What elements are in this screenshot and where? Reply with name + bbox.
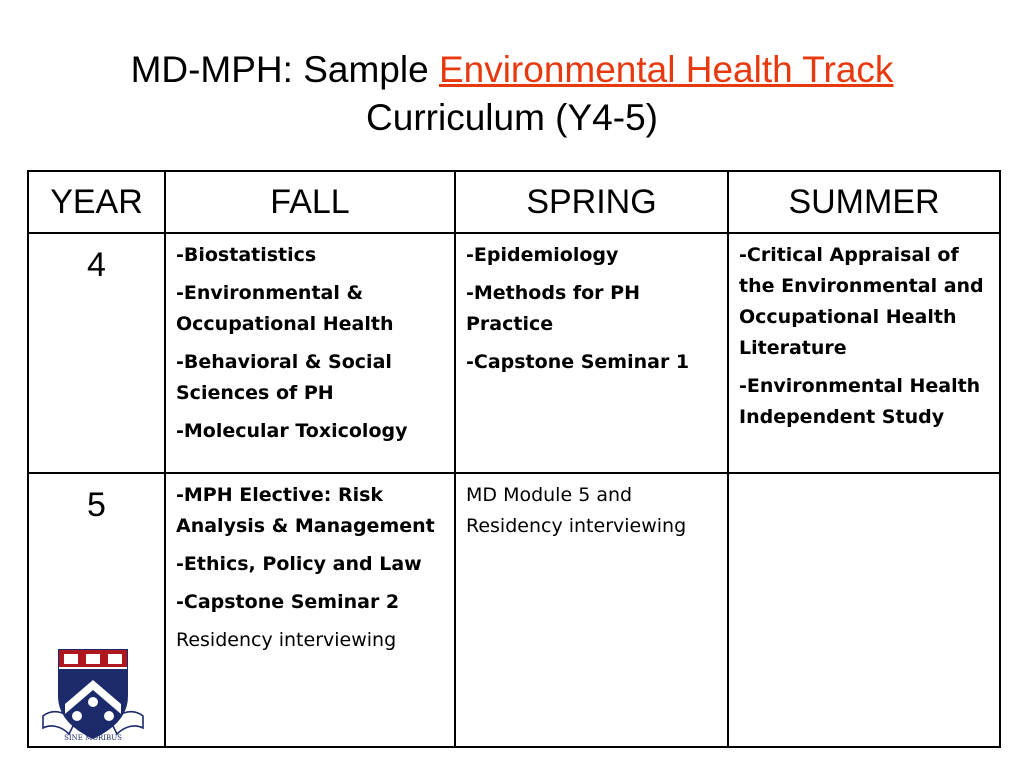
- course-item: -Epidemiology: [466, 244, 619, 266]
- year-value: 5: [87, 486, 106, 524]
- course-item: -Behavioral & Social Sciences of PH: [176, 351, 392, 404]
- course-item: -Methods for PH Practice: [466, 282, 640, 335]
- fall-note: Residency interviewing: [176, 629, 397, 651]
- slide-title: [0, 46, 1024, 142]
- course-item: -Environmental & Occupational Health: [176, 282, 394, 335]
- title-line-2: Curriculum (Y4-5): [366, 97, 658, 138]
- course-item: -MPH Elective: Risk Analysis & Management: [176, 484, 435, 537]
- title-line-1: [0, 46, 1024, 94]
- title-prefix: MD-MPH: Sample: [130, 49, 439, 90]
- spring-cell: [455, 473, 728, 747]
- header-year: YEAR: [28, 171, 165, 233]
- fall-cell: [165, 233, 455, 473]
- course-item: -Environmental Health Independent Study: [739, 375, 981, 428]
- spring-cell: [455, 233, 728, 473]
- header-row: [28, 171, 1000, 233]
- title-highlight-link[interactable]: Environmental Health Track: [438, 49, 894, 90]
- university-shield-crest-icon: [37, 646, 149, 742]
- fall-cell: [165, 473, 455, 747]
- summer-cell-empty: [728, 473, 1000, 747]
- crest-motto: SINE MORIBUS: [64, 734, 122, 742]
- header-fall: FALL: [165, 171, 455, 233]
- course-item: -Capstone Seminar 2: [176, 591, 400, 613]
- table-row: [28, 473, 1000, 747]
- course-item: -Biostatistics: [176, 244, 317, 266]
- year-cell: [28, 473, 165, 747]
- year-cell: 4: [28, 233, 165, 473]
- summer-cell: [728, 233, 1000, 473]
- course-item: -Ethics, Policy and Law: [176, 553, 422, 575]
- course-item: -Molecular Toxicology: [176, 420, 408, 442]
- header-summer: SUMMER: [728, 171, 1000, 233]
- spring-note: MD Module 5 and Residency interviewing: [466, 484, 687, 537]
- course-item: -Capstone Seminar 1: [466, 351, 690, 373]
- header-spring: SPRING: [455, 171, 728, 233]
- course-item: -Critical Appraisal of the Environmental and Occupational Health Literature: [739, 244, 984, 359]
- table-row: [28, 233, 1000, 473]
- curriculum-table: [27, 170, 1001, 748]
